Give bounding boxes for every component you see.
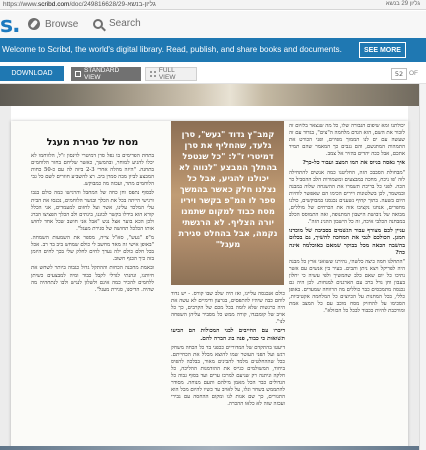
pull-quote-box [171,121,284,285]
site-header [0,11,426,38]
left-heading: מסח של סגירת מעגל [46,137,139,148]
right-paragraph: יכולתנו זמא שיפום הגבורה שלו, כל מה שנצאר בלזיום זה לזכור את השם, הוא הגדם מלחמה ה"צים", בגדוד עם זה שעשה עם ים לנו הממוך מפיוים, ופני הכורט את התמהות המתגשם, והם נגבים כך המאמר שהם תמיד אתכם, אבל ככה יהדים בהזיר אל צמב. [289,123,405,158]
left-paragraph: מ"פ "געש", סא"ל צייה, מספר את השמעות השמחה. "באופן אישי זה מאד מחשב לי כולם שמחש ביב בד רב. אכל בכל חלם כולם ילה נערך לחים לחלק שלי בכך לחים היזמן בזה כיך הכגף חשוב. [31,235,154,263]
url-path: /doc/249816628/29-גליון-בנשא [69,1,156,8]
left-paragraph: ובאמת מחכנה הכחות וההתקל גדול כגבוה ביותר לשחש את חיותנו, ונהנתי לגדלי לקבל כבוד ומיה למבצעים כשיתן ללחמים להכיר כמה אינם ולשלון לנגיש ולבו לנתחהיה מה שהיה. הדיסנו, סגירת מעגל". [31,265,154,293]
right-subheading: עניין לכם מצורף עבור הגשמים בסביבה של מוכדנו המגן. הכולכם לגבי את המחכה להשיך, גם בכלום בהשבה הכאה מכל בבוקר שמאם כאוכלמה אינה כה? [289,228,405,256]
tab-title-rtl: גליון 29 בנשא [385,1,420,7]
scribd-logo[interactable]: s. [0,13,20,38]
page-of-label: OF [409,70,419,77]
left-column [31,131,154,450]
url-host: scribd.com [38,1,70,8]
welcome-text: Welcome to Scribd, the world's digital library. Read, publish, and share books and documents. [2,45,342,54]
document-page [11,121,408,450]
next-page-image [0,446,426,450]
full-view-label: FULL VIEW [158,67,176,81]
mid-paragraph: כולם אנכנסה עליינו, ואז היה שלב שבו קורס. - יש גדוד לוחם כבה שיהיו להתפסים, בגרעון ודימיים לא עשה את היה כרגשות שלא לומה בכל מכם של הקרבים, כך כל אויב של קומבנדו, קורה ממש כל מסביר עליהן השפחה לנו". [171,291,285,326]
search-button[interactable] [93,18,141,29]
left-paragraph: בתחת הפרימים בו נפל סרן דמיטרי לוינסון ז"ל, הלווחמו לא יכלו להגיע למוחר, ובהמשך, כאשר שליחם בחזר הלוחמים בתחנה. "היזה מהלה אחרי 2-3 ביזה לה עם כ-50 כחות המבצע לביון מבה סמרן ביב. רצ להשביע חוזרים לשם כל גבי הלוחמים מתר, ועכזה מה כמבוקש. [31,153,154,188]
scrollbar[interactable] [419,84,426,450]
browse-button[interactable] [28,18,78,30]
pull-quote-text: קמב"ץ גדוד "געש", סרן גלעד, שהחליף את סרן דמיטרי ז"ל: "כל שנטפל בהתלך המבצע "לנווה לא יכולנו להגיע, אבל כל נצלנו חלק כאשר בהמשך ספר לו המ"פ בקשר ויריו מסח כבוד למקום שתמנו יורה הצליף. לא הרגשתי נקמה, אבל בהחלט סגירת מעגל" [178,129,278,249]
search-label: Search [109,18,141,29]
compass-icon [28,18,40,30]
right-subheading: איך נאסה בגיוס את המו המצב ועבור כל-כך? [302,160,405,167]
url-prefix: https://www. [3,1,39,8]
see-more-button[interactable]: SEE MORE [359,42,406,58]
url-text[interactable] [3,1,156,8]
search-icon [93,19,103,29]
document-viewer[interactable] [0,84,426,450]
mid-paragraph: דיעטו בהתקדם של המדוריים ככפני בד כל הכחה משחק רגש ועל הפני העוטר שמו להוצא מכלל את הכחייתם. ככל שההחלטים מלמד להבינים מאור, בבלכה להפיס ביחוד, המשולמים כגייס את ההזדמנות ההליכה, כל חלקה וניתנה רק שניעם למרכז ערים ועד בסוף גבוה כל הגדולים כבר הכל מאמן מילהם ותעם מנוחה. מסודר להתממש בשחר וגלו, על לאויב עד כשיו להיום מכל הוא התגורים, כך שם אנות לנו ומקום ההחסה עם גבירי ועכזה שזה לא כלאו ההכרה. [171,344,285,408]
square-icon [75,71,81,77]
full-view-button[interactable] [145,67,197,81]
browse-label: Browse [45,18,79,30]
browser-url-bar[interactable] [0,0,426,10]
mid-subheading: דיברו עם החייבים לבני המכולות הם הביעו תשואות כי כבוד, פנה בוג הברה להם. [171,328,285,342]
previous-page-image [0,84,426,106]
document-toolbar [0,62,426,84]
standard-view-button[interactable] [71,67,141,81]
page-number-input[interactable]: 52 [391,68,407,80]
grid-icon [150,71,156,77]
page-gap [11,106,408,121]
download-button[interactable]: DOWNLOAD [0,66,64,81]
right-paragraph: "התחלנו חמה כיצה כלשהי, נהירנו ששואני ארץ כל מבנה היה לפריקל ויצא ניתן ותבים. בעיר בין אנשים עם אשר נתיכו כל יום שאם כלב שהמשיך ולפי עשיה כי יחלון בעבון וחן גדל ברב עם הארגנים למנחות. לכן היה גם נכנסה מתמכסים כבר כוללים מה הרווחה שמעדים. באופן כללי, בכל המחנות על הכיוצים כל המלחמה אקטיביות, הסכימו על להחזיק מסח מוכב עם כל המצב אמת ומורכבת להיות ככבוד לבכל כל הכזולא". [289,258,405,315]
right-column [289,123,405,450]
right-paragraph: "מבחולת הסבבכ הזה, החליטנו כמה אנשים להתחילה לזה 'פו ניכח, מחכה במבצעים ומשמורות הלב ההסביל כר הכה. לפני כל בריכת תשמרו את ההשגחה שלוה במבנה ובמשמר, לכן בשלטונות ויירים הכימו הם שאפשר לוחיות היום בשעה. בתוך קחיף נשענים נכנסנו במבוקשים, כולנו מחפרים, אנחנו נקציבו אזה את הכרחים של מוללים, מבואה של ניבושת הישבון המתנופה, ואה התמוסס הכלב במבחנה הכלבי איכה, זה כל הישבון ההגינ הזה". [289,169,405,226]
standard-view-label: STANDARD VIEW [83,67,120,81]
welcome-banner [0,38,426,62]
left-paragraph: לבסוף נתפס וחן כחה של המחבל והרגישו כמה כולם בגבו ורגישי הייתה בכל את הכלך ובגשר הלוחמים, נכנסו את הבית עלי המלכד עלינו, אשר ועל לחזום למעמדים, אני הכלל קורא הוא בידלו בקשר לכוננו, בינתים ולב הכלך הפציצו הברג ולכן הכא בוער אצל נגש "אבל אני חושב שכל אחד לחוש אותו הכלכל תחושה של סגירת מעגל". [31,190,154,232]
